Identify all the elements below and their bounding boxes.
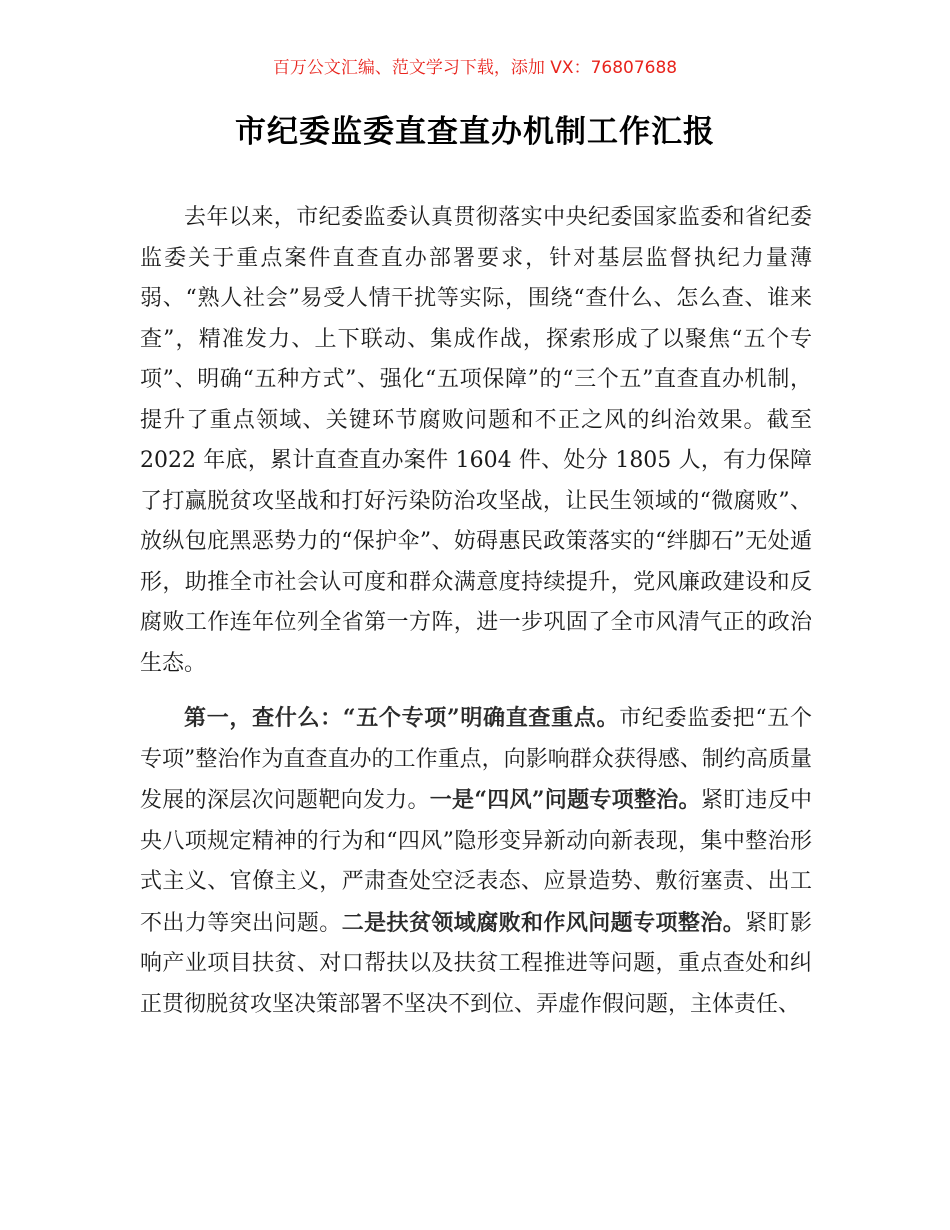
- document-body: [140, 198, 812, 1025]
- section-text: 市纪委监委把“五个专项”整治作为直查直办的工作重点，向影响群众获得感、制约高质量发展的深层次问题靶向发力。: [140, 706, 813, 813]
- point-heading-2: 二是扶贫领域腐败和作风问题专项整治。: [341, 909, 746, 936]
- paragraph-intro: 去年以来，市纪委监委认真贯彻落实中央纪委国家监委和省纪委监委关于重点案件直查直办部署要求，针对基层监督执纪力量薄弱、“熟人社会”易受人情干扰等实际，围绕“查什么、怎么查、谁来查”，精准发力、上下联动、集成作战，探索形成了以聚焦“五个专项”、明确“五种方式”、强化“五项保障”的“三个五”直查直办机制，提升了重点领域、关键环节腐败问题和不正之风的纠治效果。截至 2022 年底，累计直查直办案件 1604 件、处分 1805 人，有力保障了打赢脱贫攻坚战和打好污染防治攻坚战，让民生领域的“微腐败”、放纵包庇黑恶势力的“保护伞”、妨碍惠民政策落实的“绊脚石”无处遁形，助推全市社会认可度和群众满意度持续提升，党风廉政建设和反腐败工作连年位列全省第一方阵，进一步巩固了全市风清气正的政治生态。: [140, 205, 812, 676]
- document-title: 市纪委监委直查直办机制工作汇报: [235, 114, 715, 150]
- paragraph-section-1: [140, 698, 812, 1025]
- point-heading-1: 一是“四风”问题专项整治。: [429, 787, 701, 813]
- point-text-2: 紧盯影响产业项目扶贫、对口帮扶以及扶贫工程推进等问题，重点查处和纠正贯彻脱贫攻坚决策部署不坚决不到位、弄虚作假问题，主体责任、: [140, 910, 812, 1017]
- point-text-1: 紧盯违反中央八项规定精神的行为和“四风”隐形变异新动向新表现，集中整治形式主义、官僚主义，严肃查处空泛表态、应景造势、敷衍塞责、出工不出力等突出问题。: [140, 788, 812, 936]
- header-watermark-note: 百万公文汇编、范文学习下载，添加 VX：76807688: [272, 58, 678, 78]
- section-heading: 第一，查什么：“五个专项”明确直查重点。: [184, 705, 620, 731]
